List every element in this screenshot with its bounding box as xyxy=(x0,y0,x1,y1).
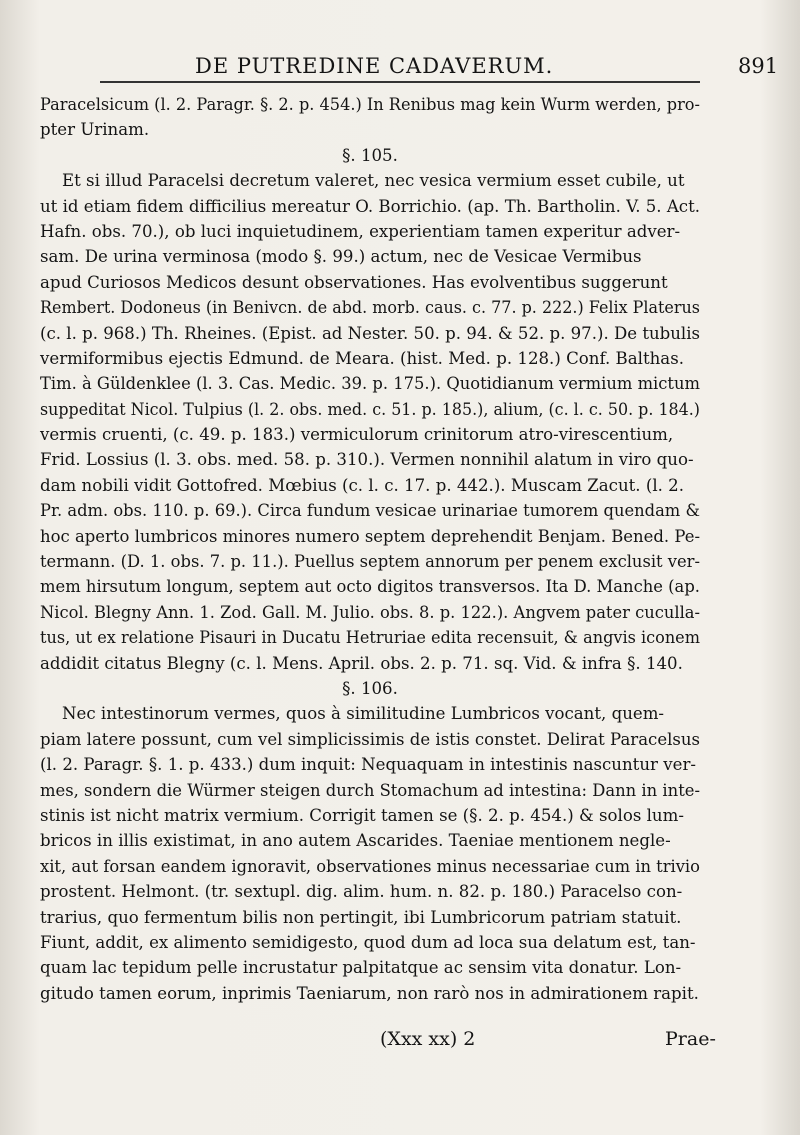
text-line: vermis cruenti, (c. 49. p. 183.) vermiculorum crinitorum atro-virescentium, xyxy=(40,425,674,445)
text-line: Nec intestinorum vermes, quos à similitudine Lumbricos vocant, quem- xyxy=(62,704,665,724)
text-line: prostent. Helmont. (tr. sextupl. dig. alim. hum. n. 82. p. 180.) Paracelso con- xyxy=(40,882,683,902)
section-number: §. 106. xyxy=(342,678,398,698)
text-line: ut id etiam fidem difficilius mereatur O. Borrichio. (ap. Th. Bartholin. V. 5. Act. xyxy=(40,196,701,216)
page-number: 891 xyxy=(738,54,779,78)
text-line: trarius, quo fermentum bilis non pertingit, ibi Lumbricorum patriam statuit. xyxy=(40,907,682,927)
text-line: Nicol. Blegny Ann. 1. Zod. Gall. M. Julio. obs. 8. p. 122.). Angvem pater cuculla- xyxy=(40,602,701,622)
text-line: Tim. à Güldenklee (l. 3. Cas. Medic. 39. p. 175.). Quotidianum vermium mictum xyxy=(40,374,700,394)
text-line: Fiunt, addit, ex alimento semidigesto, quod dum ad loca sua delatum est, tan- xyxy=(40,932,696,952)
text-line: Et si illud Paracelsi decretum valeret, nec vesica vermium esset cubile, ut xyxy=(62,171,685,191)
running-head: DE PUTREDINE CADAVERUM. xyxy=(195,54,554,78)
text-line: dam nobili vidit Gottofred. Mœbius (c. l. c. 17. p. 442.). Muscam Zacut. (l. 2. xyxy=(40,475,685,495)
signature-mark: (Xxx xx) 2 xyxy=(380,1028,476,1050)
text-line: Frid. Lossius (l. 3. obs. med. 58. p. 310.). Vermen nonnihil alatum in viro quo- xyxy=(40,450,694,470)
text-line: pter Urinam. xyxy=(40,120,150,140)
page-header xyxy=(0,54,800,78)
text-line: quam lac tepidum pelle incrustatur palpitatque ac sensim vita donatur. Lon- xyxy=(40,958,682,978)
page-footer xyxy=(0,1028,800,1056)
text-line: apud Curiosos Medicos desunt observationes. Has evolventibus suggerunt xyxy=(40,272,668,292)
text-line: gitudo tamen eorum, inprimis Taeniarum, non rarò nos in admirationem rapit. xyxy=(40,983,699,1003)
text-line: Rembert. Dodoneus (in Benivcn. de abd. morb. caus. c. 77. p. 222.) Felix Platerus xyxy=(40,298,700,318)
text-line: Paracelsicum (l. 2. Paragr. §. 2. p. 454.) In Renibus mag kein Wurm werden, pro- xyxy=(40,95,700,114)
text-line: xit, aut forsan eandem ignoravit, observationes minus necessariae cum in trivio xyxy=(40,856,700,876)
text-line: tus, ut ex relatione Pisauri in Ducatu Hetruriae edita recensuit, & angvis iconem xyxy=(40,628,700,648)
text-line: mes, sondern die Würmer steigen durch Stomachum ad intestina: Dann in inte- xyxy=(40,780,701,800)
text-line: vermiformibus ejectis Edmund. de Meara. (hist. Med. p. 128.) Conf. Balthas. xyxy=(40,348,684,368)
text-line: Hafn. obs. 70.), ob luci inquietudinem, experientiam tamen experitur adver- xyxy=(40,221,681,241)
text-line: (l. 2. Paragr. §. 1. p. 433.) dum inquit: Nequaquam in intestinis nascuntur ver- xyxy=(40,755,696,775)
text-line: Pr. adm. obs. 110. p. 69.). Circa fundum vesicae urinariae tumorem quendam & xyxy=(40,501,700,521)
text-line: stinis ist nicht matrix vermium. Corrigit tamen se (§. 2. p. 454.) & solos lum- xyxy=(40,805,684,825)
text-line: piam latere possunt, cum vel simplicissimis de istis constet. Delirat Paracelsus xyxy=(40,729,701,749)
body-text xyxy=(40,92,700,1006)
text-line: sam. De urina verminosa (modo §. 99.) actum, nec de Vesicae Vermibus xyxy=(40,247,642,267)
text-line: hoc aperto lumbricos minores numero septem deprehendit Benjam. Bened. Pe- xyxy=(40,526,701,546)
text-line: addidit citatus Blegny (c. l. Mens. April. obs. 2. p. 71. sq. Vid. & infra §. 140. xyxy=(40,653,683,673)
text-line: bricos in illis existimat, in ano autem Ascarides. Taeniae mentionem negle- xyxy=(40,831,671,851)
text-line: mem hirsutum longum, septem aut octo digitos transversos. Ita D. Manche (ap. xyxy=(40,577,701,597)
catchword: Prae- xyxy=(665,1028,716,1050)
text-line: (c. l. p. 968.) Th. Rheines. (Epist. ad Nester. 50. p. 94. & 52. p. 97.). De tubulis xyxy=(40,323,701,343)
section-number: §. 105. xyxy=(342,145,398,165)
text-line: termann. (D. 1. obs. 7. p. 11.). Puellus septem annorum per penem exclusit ver- xyxy=(40,552,701,572)
header-rule xyxy=(100,81,700,83)
text-line: suppeditat Nicol. Tulpius (l. 2. obs. med. c. 51. p. 185.), alium, (c. l. c. 50. p. 184.) xyxy=(40,399,701,419)
